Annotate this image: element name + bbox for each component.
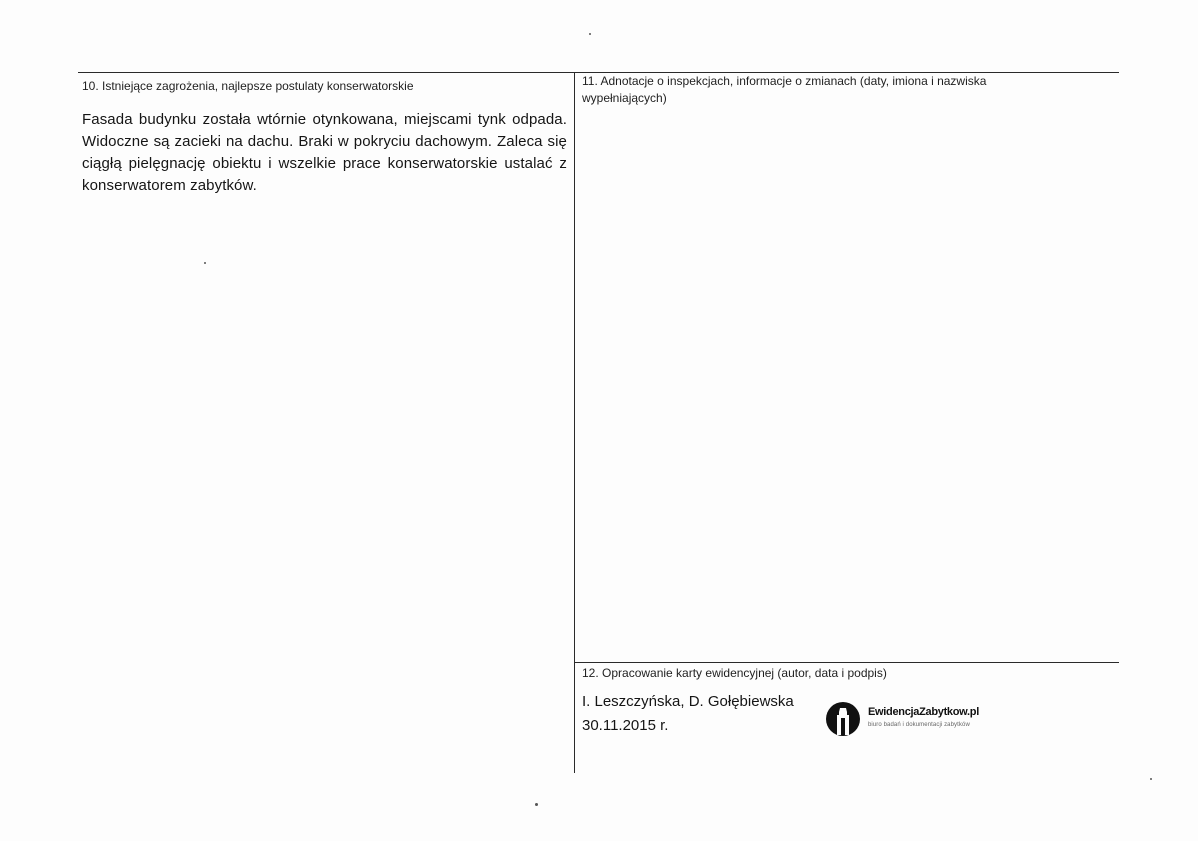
logo-name: EwidencjaZabytkow.pl (868, 706, 979, 718)
company-logo (826, 700, 996, 740)
section-10-text: Fasada budynku została wtórnie otynkowana, miejscami tynk odpada. Widoczne są zacieki na dachu. Braki w pokryciu dachowym. Zaleca się ciągłą pielęgnację obiektu i wszelkie prace konserwatorskie ustalać z konserwatorem zabytków. (82, 111, 567, 194)
scan-speck (1150, 778, 1152, 780)
section-10-label: 10. Istniejące zagrożenia, najlepsze postulaty konserwatorskie (82, 79, 414, 93)
scan-speck (535, 803, 538, 806)
scan-speck (589, 33, 591, 35)
preparation-date: 30.11.2015 r. (582, 717, 669, 734)
monument-silhouette-icon (826, 700, 862, 738)
logo-tagline: biuro badań i dokumentacji zabytków (868, 722, 970, 728)
section-11-label: 11. Adnotacje o inspekcjach, informacje o zmianach (daty, imiona i nazwiska wypełniających) (582, 74, 987, 105)
scan-speck (204, 262, 206, 264)
column-divider (574, 72, 575, 773)
authors: I. Leszczyńska, D. Gołębiewska (582, 693, 794, 710)
section-12-rule (575, 662, 1119, 663)
section-12-label: 12. Opracowanie karty ewidencyjnej (autor, data i podpis) (582, 666, 887, 680)
